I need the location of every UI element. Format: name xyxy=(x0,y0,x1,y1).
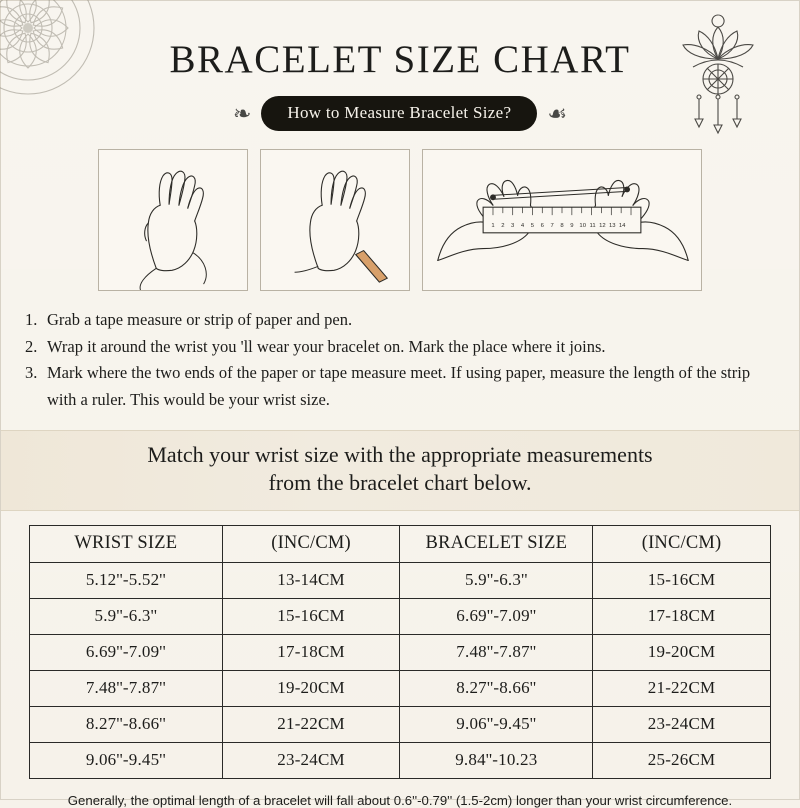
column-header-bracelet-size: BRACELET SIZE xyxy=(400,526,593,563)
illustration-panels xyxy=(1,149,799,291)
table-row xyxy=(30,563,771,599)
match-size-banner xyxy=(1,430,799,511)
cell-bracelet-cm: 25-26CM xyxy=(593,743,771,779)
cell-wrist-cm: 13-14CM xyxy=(222,563,400,599)
cell-bracelet-cm: 19-20CM xyxy=(593,635,771,671)
cell-bracelet-inches: 8.27''-8.66'' xyxy=(400,671,593,707)
svg-text:8: 8 xyxy=(560,222,564,229)
cell-bracelet-inches: 7.48''-7.87'' xyxy=(400,635,593,671)
cell-wrist-cm: 17-18CM xyxy=(222,635,400,671)
cell-wrist-cm: 15-16CM xyxy=(222,599,400,635)
page-title: BRACELET SIZE CHART xyxy=(169,38,631,81)
svg-text:1: 1 xyxy=(491,222,495,229)
footnote: Generally, the optimal length of a bracelet will fall about 0.6''-0.79'' (1.5-2cm) longer than your wrist circumference. xyxy=(67,793,733,808)
cell-wrist-cm: 19-20CM xyxy=(222,671,400,707)
step-number: 3. xyxy=(25,363,38,383)
svg-text:2: 2 xyxy=(501,222,505,229)
svg-text:4: 4 xyxy=(520,222,525,229)
svg-text:7: 7 xyxy=(550,222,554,229)
cell-wrist-cm: 21-22CM xyxy=(222,707,400,743)
cell-bracelet-cm: 21-22CM xyxy=(593,671,771,707)
svg-text:11: 11 xyxy=(589,222,596,229)
cell-wrist-inches: 7.48''-7.87'' xyxy=(30,671,223,707)
subtitle-pill: How to Measure Bracelet Size? xyxy=(261,96,537,131)
list-item xyxy=(25,334,769,361)
table-row xyxy=(30,635,771,671)
cell-bracelet-inches: 6.69''-7.09'' xyxy=(400,599,593,635)
hand-with-tape-measure-icon xyxy=(99,150,247,290)
svg-text:10: 10 xyxy=(579,222,586,229)
svg-text:12: 12 xyxy=(599,222,606,229)
column-header-wrist-size: WRIST SIZE xyxy=(30,526,223,563)
panel-hand-with-paper-strip xyxy=(260,149,410,291)
cell-bracelet-inches: 9.84''-10.23 xyxy=(400,743,593,779)
cell-bracelet-inches: 9.06''-9.45'' xyxy=(400,707,593,743)
cell-bracelet-cm: 15-16CM xyxy=(593,563,771,599)
column-header-bracelet-units: (INC/CM) xyxy=(593,526,771,563)
column-header-wrist-units: (INC/CM) xyxy=(222,526,400,563)
svg-text:13: 13 xyxy=(608,222,616,229)
list-item xyxy=(25,307,769,334)
flourish-left-icon: ❧ xyxy=(232,100,252,126)
cell-wrist-inches: 8.27''-8.66'' xyxy=(30,707,223,743)
svg-text:14: 14 xyxy=(618,222,626,229)
banner-line-1: Match your wrist size with the appropriate measurements xyxy=(147,441,653,467)
flourish-right-icon: ☙ xyxy=(547,100,568,126)
svg-text:3: 3 xyxy=(511,222,515,229)
svg-text:5: 5 xyxy=(530,222,535,229)
lotus-ornament-icon xyxy=(663,7,773,135)
cell-bracelet-cm: 23-24CM xyxy=(593,707,771,743)
banner-line-2: from the bracelet chart below. xyxy=(268,470,532,496)
table-row xyxy=(30,599,771,635)
mandala-ornament-icon xyxy=(0,0,103,103)
step-text: Mark where the two ends of the paper or tape measure meet. If using paper, measure the length of the strip with a ruler. This would be your wrist size. xyxy=(47,363,751,410)
cell-bracelet-cm: 17-18CM xyxy=(593,599,771,635)
cell-wrist-cm: 23-24CM xyxy=(222,743,400,779)
table-row xyxy=(30,707,771,743)
panel-paper-strip-ruler xyxy=(422,149,702,291)
step-number: 2. xyxy=(25,336,38,356)
list-item xyxy=(25,360,769,413)
cell-wrist-inches: 5.9''-6.3'' xyxy=(30,599,223,635)
svg-text:9: 9 xyxy=(570,222,574,229)
table-row xyxy=(30,671,771,707)
svg-text:6: 6 xyxy=(540,222,544,229)
step-number: 1. xyxy=(25,310,38,329)
panel-hand-with-tape-measure xyxy=(98,149,248,291)
table-row xyxy=(30,743,771,779)
hand-with-paper-strip-icon xyxy=(261,150,409,290)
cell-wrist-inches: 6.69''-7.09'' xyxy=(30,635,223,671)
size-table xyxy=(29,525,771,779)
cell-wrist-inches: 9.06''-9.45'' xyxy=(30,743,223,779)
step-text: Grab a tape measure or strip of paper and pen. xyxy=(47,310,353,329)
ruler-measure-icon xyxy=(423,150,701,290)
cell-wrist-inches: 5.12''-5.52'' xyxy=(30,563,223,599)
steps-list xyxy=(25,307,769,414)
step-text: Wrap it around the wrist you 'll wear your bracelet on. Mark the place where it joins. xyxy=(47,336,606,356)
cell-bracelet-inches: 5.9''-6.3'' xyxy=(400,563,593,599)
table-header-row xyxy=(30,526,771,563)
size-table-wrap xyxy=(1,511,799,779)
